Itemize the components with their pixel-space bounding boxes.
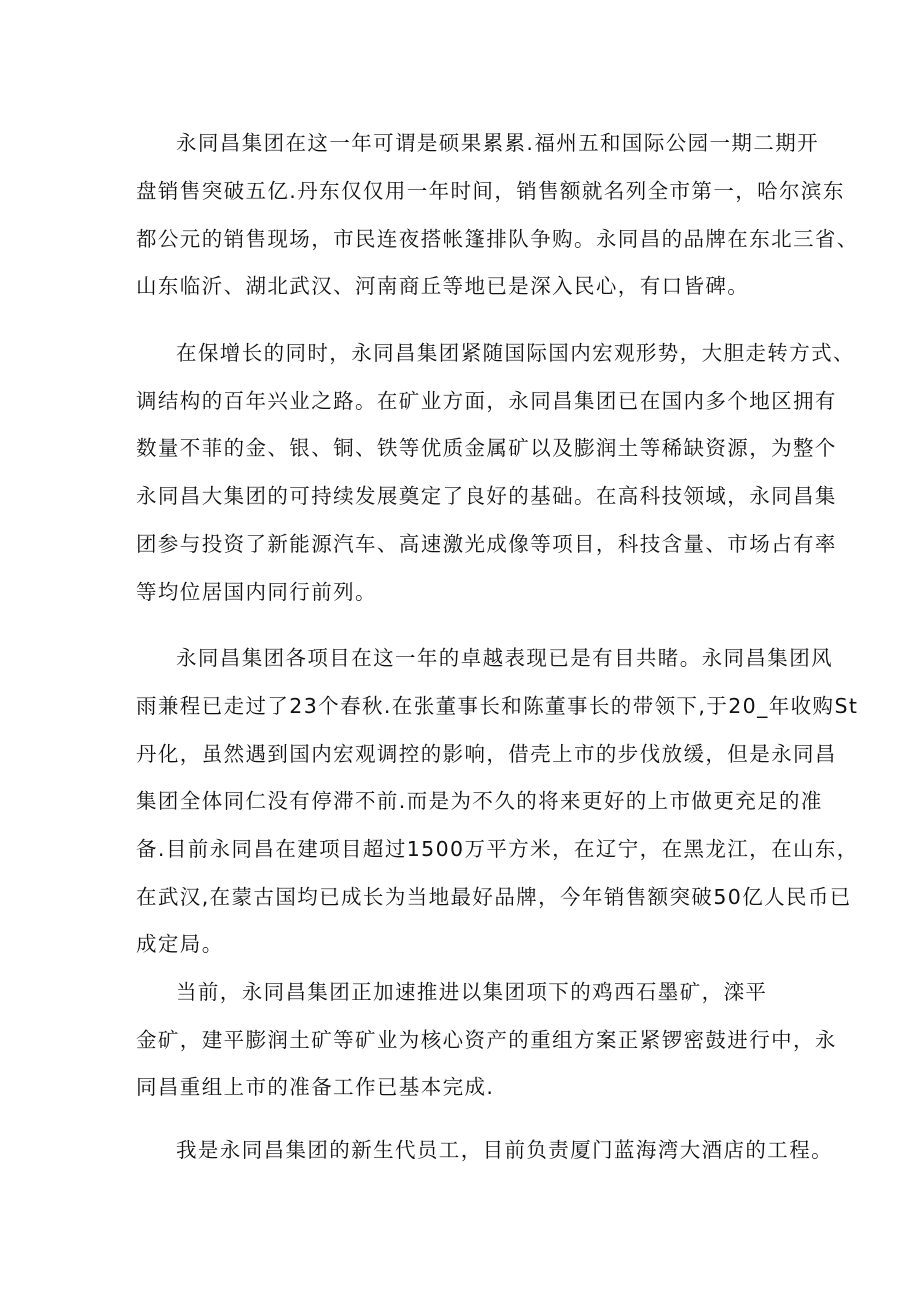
paragraph-3-line-5: 备.目前永同昌在建项目超过1500万平方米，在辽宁，在黑龙江，在山东，: [136, 837, 859, 861]
paragraph-2-line-6: 等均位居国内同行前列。: [136, 580, 377, 604]
paragraph-1-line-1: 永同昌集团在这一年可谓是硕果累累.福州五和国际公园一期二期开: [176, 131, 820, 155]
paragraph-2-line-5: 团参与投资了新能源汽车、高速激光成像等项目，科技含量、市场占有率: [136, 532, 837, 556]
paragraph-1-line-3: 都公元的销售现场，市民连夜搭帐篷排队争购。永同昌的品牌在东北三省、: [136, 227, 859, 251]
paragraph-2-line-2: 调结构的百年兴业之路。在矿业方面，永同昌集团已在国内多个地区拥有: [136, 389, 837, 413]
paragraph-3-line-4: 集团全体同仁没有停滞不前.而是为不久的将来更好的上市做更充足的准: [136, 789, 823, 813]
paragraph-1-line-4: 山东临沂、湖北武汉、河南商丘等地已是深入民心，有口皆碑。: [136, 274, 750, 298]
paragraph-3-line-7: 成定局。: [136, 932, 224, 956]
paragraph-4-line-3: 同昌重组上市的准备工作已基本完成.: [136, 1075, 495, 1099]
paragraph-3-line-1: 永同昌集团各项目在这一年的卓越表现已是有目共睹。永同昌集团风: [176, 646, 833, 670]
paragraph-3-line-3: 丹化，虽然遇到国内宏观调控的影响，借壳上市的步伐放缓，但是永同昌: [136, 742, 837, 766]
paragraph-3-line-2: 雨兼程已走过了23个春秋.在张董事长和陈董事长的带领下,于20_年收购St: [136, 694, 859, 718]
paragraph-4-line-2: 金矿，建平膨润土矿等矿业为核心资产的重组方案正紧锣密鼓进行中，永: [136, 1028, 837, 1052]
paragraph-2-line-1: 在保增长的同时，永同昌集团紧随国际国内宏观形势，大胆走转方式、: [176, 341, 855, 365]
paragraph-5-line-1: 我是永同昌集团的新生代员工，目前负责厦门蓝海湾大酒店的工程。: [176, 1138, 833, 1162]
paragraph-1-line-2: 盘销售突破五亿.丹东仅仅用一年时间，销售额就名列全市第一，哈尔滨东: [136, 179, 845, 203]
paragraph-2-line-3: 数量不菲的金、银、铜、铁等优质金属矿以及膨润土等稀缺资源，为整个: [136, 436, 837, 460]
paragraph-4-line-1: 当前，永同昌集团正加速推进以集团项下的鸡西石墨矿，滦平: [176, 980, 768, 1004]
paragraph-3-line-6: 在武汉,在蒙古国均已成长为当地最好品牌，今年销售额突破50亿人民币已: [136, 885, 852, 909]
paragraph-2-line-4: 永同昌大集团的可持续发展奠定了良好的基础。在高科技领域，永同昌集: [136, 484, 837, 508]
